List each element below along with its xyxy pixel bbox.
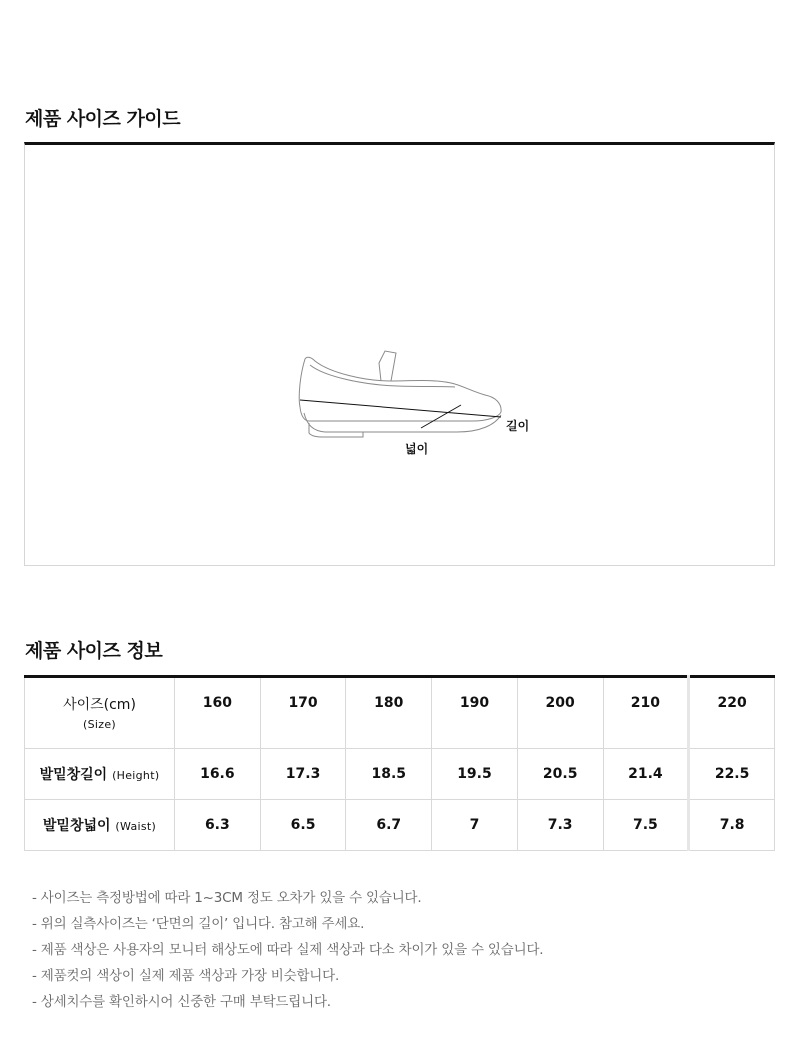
size-header-label: 사이즈(cm)	[63, 697, 136, 713]
waist-cell: 7	[432, 800, 518, 851]
size-cell: 210	[603, 677, 689, 749]
size-info-table	[24, 675, 775, 851]
table-row-size	[25, 677, 775, 749]
note-item: - 위의 실측사이즈는 ‘단면의 길이’ 입니다. 참고해 주세요.	[32, 916, 365, 932]
height-cell: 18.5	[346, 749, 432, 800]
info-title: 제품 사이즈 정보	[25, 640, 163, 662]
height-cell: 19.5	[432, 749, 518, 800]
notes-list	[32, 885, 543, 1015]
waist-cell: 6.5	[260, 800, 346, 851]
note-item: - 제품컷의 색상이 실제 제품 색상과 가장 비슷합니다.	[32, 968, 340, 984]
height-header-label: 발밑창길이	[39, 767, 108, 783]
waist-cell: 6.7	[346, 800, 432, 851]
height-cell: 22.5	[689, 749, 775, 800]
size-header-sub: (Size)	[83, 718, 116, 731]
height-cell: 17.3	[260, 749, 346, 800]
height-cell: 20.5	[517, 749, 603, 800]
waist-cell: 7.5	[603, 800, 689, 851]
height-header-sub: (Height)	[112, 769, 160, 782]
guide-title: 제품 사이즈 가이드	[25, 108, 181, 130]
length-label: 길이	[506, 419, 530, 433]
size-cell: 170	[260, 677, 346, 749]
note-item: - 사이즈는 측정방법에 따라 1~3CM 정도 오차가 있을 수 있습니다.	[32, 890, 422, 906]
waist-header-label: 발밑창넓이	[42, 818, 111, 834]
size-cell: 190	[432, 677, 518, 749]
shoe-illustration	[25, 145, 774, 565]
size-cell: 180	[346, 677, 432, 749]
size-header-cell	[25, 677, 175, 749]
waist-cell: 7.3	[517, 800, 603, 851]
waist-cell: 7.8	[689, 800, 775, 851]
size-cell: 200	[517, 677, 603, 749]
table-row-height	[25, 749, 775, 800]
waist-header-sub: (Waist)	[115, 820, 157, 833]
size-guide-box	[24, 142, 775, 566]
note-item: - 제품 색상은 사용자의 모니터 해상도에 따라 실제 색상과 다소 차이가 있을 수 있습니다.	[32, 942, 544, 958]
height-cell: 21.4	[603, 749, 689, 800]
note-item: - 상세치수를 확인하시어 신중한 구매 부탁드립니다.	[32, 994, 331, 1010]
height-header-cell	[25, 749, 175, 800]
size-cell: 160	[175, 677, 261, 749]
size-cell: 220	[689, 677, 775, 749]
width-label: 넓이	[405, 442, 429, 456]
height-cell: 16.6	[175, 749, 261, 800]
table-row-waist	[25, 800, 775, 851]
waist-header-cell	[25, 800, 175, 851]
waist-cell: 6.3	[175, 800, 261, 851]
